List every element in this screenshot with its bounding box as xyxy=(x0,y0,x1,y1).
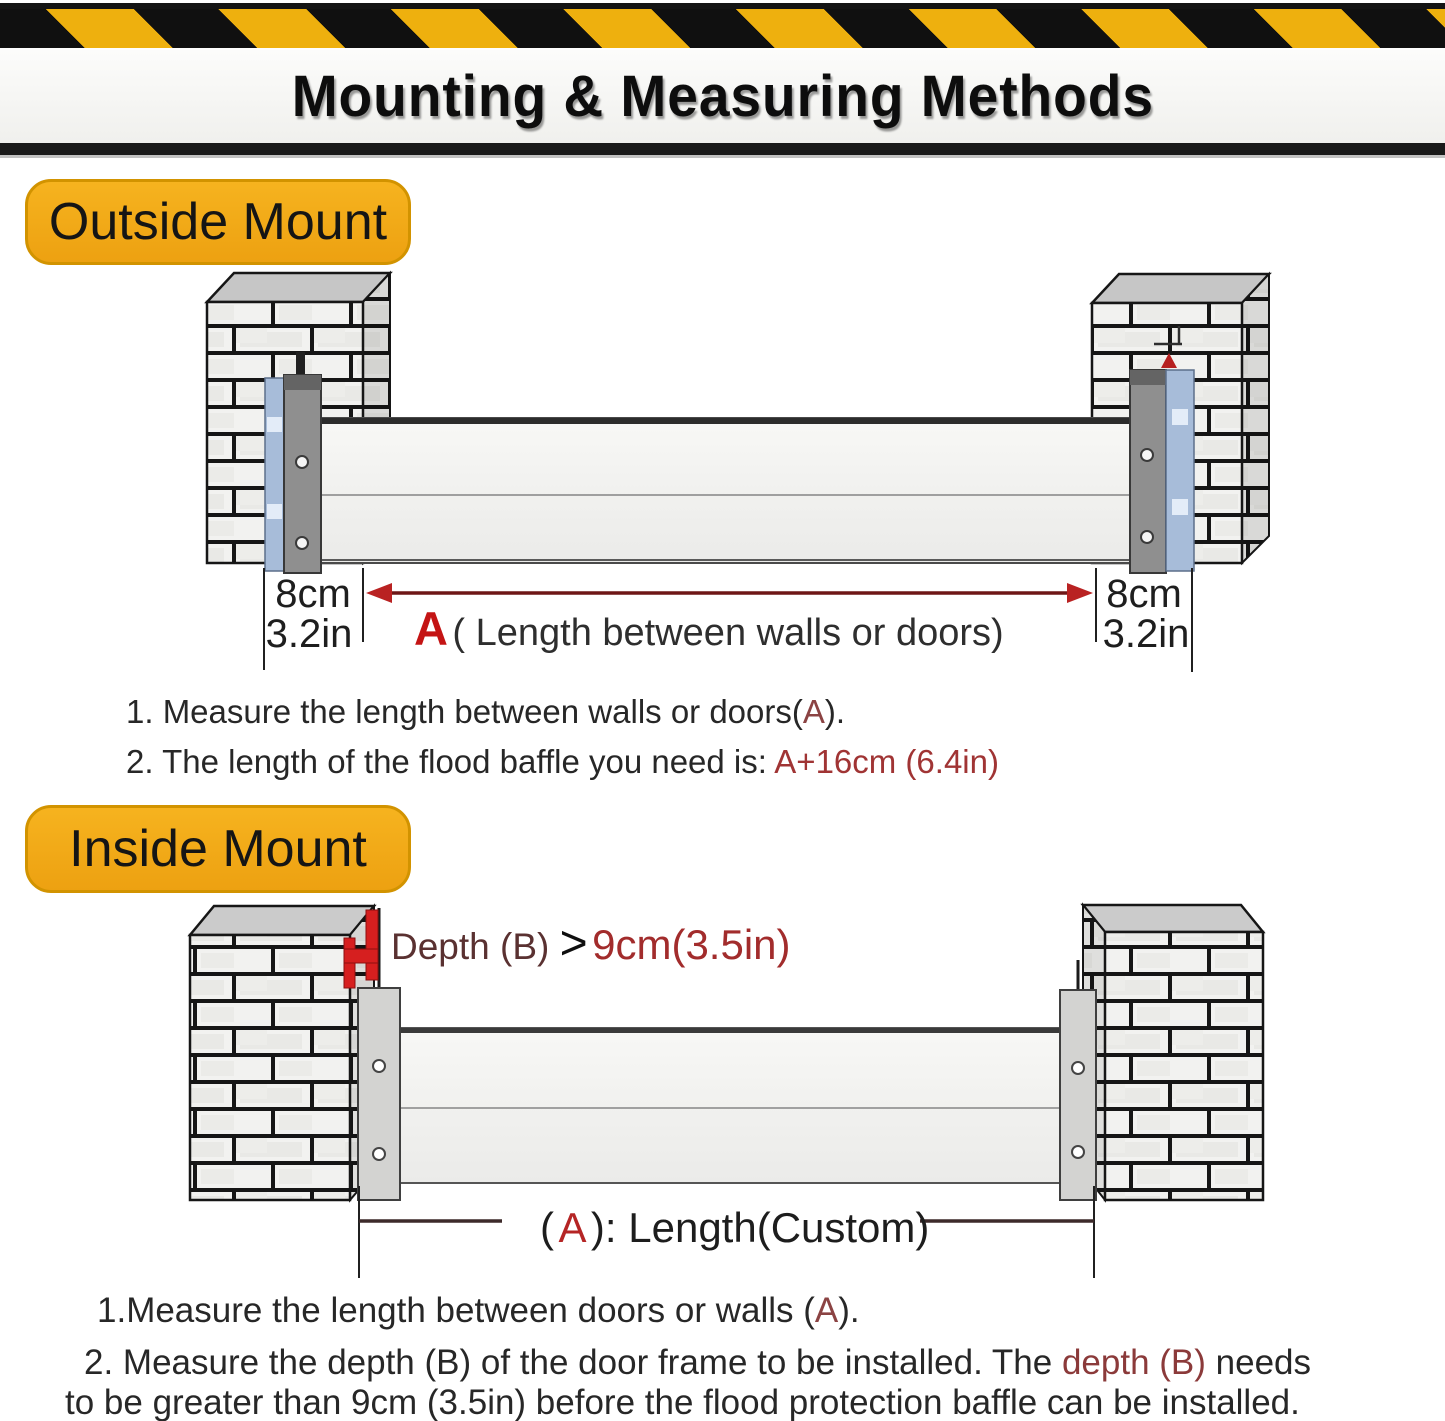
span-length-a: A xyxy=(414,602,448,655)
outside-step-2 xyxy=(126,743,999,781)
inside-step-2-line2 xyxy=(65,1383,1300,1421)
inside-step-2-mid: needs xyxy=(1205,1343,1312,1382)
outside-step-2-text: 2. The length of the flood baffle you need is: xyxy=(126,743,775,780)
right-offset-in-label: 3.2in xyxy=(1102,612,1190,656)
flood-barrier-panels-inside xyxy=(400,1028,1060,1183)
arrowhead-left-icon xyxy=(366,583,392,603)
custom-length-text: ): Length(Custom) xyxy=(590,1204,930,1251)
screw-hole xyxy=(296,456,308,468)
inside-step-1-end: ). xyxy=(838,1291,860,1330)
depth-label xyxy=(391,917,791,970)
outside-step-2-formula: A+16cm (6.4in) xyxy=(774,743,999,780)
outside-mount-badge-label: Outside Mount xyxy=(48,193,388,251)
page-title: Mounting & Measuring Methods xyxy=(291,64,1154,129)
inside-step-1-a: A xyxy=(814,1291,839,1330)
depth-value: 9cm(3.5in) xyxy=(592,921,791,968)
arrowhead-right-icon xyxy=(1067,583,1093,603)
mounting-channel-right xyxy=(1130,370,1166,573)
wall-gasket-left xyxy=(265,378,284,571)
screw-hole xyxy=(373,1148,385,1160)
custom-length-label xyxy=(540,1204,929,1251)
length-arrow xyxy=(366,583,1093,603)
screw-hole xyxy=(373,1060,385,1072)
inside-step-1-text: 1.Measure the length between doors or walls ( xyxy=(97,1291,815,1330)
inside-step-2-depth: depth (B) xyxy=(1061,1343,1206,1382)
outside-step-1-end: ). xyxy=(824,693,846,730)
span-length-text: ( Length between walls or doors) xyxy=(452,612,1004,654)
mounting-channel-left xyxy=(284,352,321,573)
custom-length-open: ( xyxy=(540,1204,554,1251)
inside-step-2-text: 2. Measure the depth (B) of the door frame to be installed. The xyxy=(84,1343,1062,1382)
inside-step-1 xyxy=(97,1291,860,1331)
wall-gasket-right xyxy=(1166,370,1194,571)
left-offset-in-label: 3.2in xyxy=(265,612,353,656)
inside-step-2-text-cont: to be greater than 9cm (3.5in) before the flood protection baffle can be installed. xyxy=(65,1383,1300,1421)
left-offset-cm-label: 8cm xyxy=(275,572,351,616)
inside-step-2-line1 xyxy=(84,1343,1311,1383)
inside-mount-badge-label: Inside Mount xyxy=(69,820,367,878)
depth-label-text: Depth (B) xyxy=(391,926,560,967)
flood-barrier-panels xyxy=(321,418,1130,563)
outside-step-1-a: A xyxy=(802,693,825,730)
mounting-channel-right-inside xyxy=(1060,960,1096,1200)
screw-hole xyxy=(1141,449,1153,461)
depth-gt-sign: > xyxy=(559,917,588,970)
screw-hole xyxy=(1072,1062,1084,1074)
outside-step-1 xyxy=(126,693,845,731)
brick-pillar-right-inside xyxy=(1083,905,1263,1200)
span-length-label xyxy=(414,602,1004,655)
inside-mount-diagram xyxy=(190,905,1263,1278)
screw-hole xyxy=(1072,1146,1084,1158)
screw-hole xyxy=(1141,531,1153,543)
right-offset-cm-label: 8cm xyxy=(1106,572,1182,616)
mounting-channel-left-inside xyxy=(358,988,400,1200)
outside-step-1-text: 1. Measure the length between walls or doors( xyxy=(126,693,803,730)
custom-length-a: A xyxy=(558,1204,587,1251)
screw-hole xyxy=(296,537,308,549)
outside-mount-diagram xyxy=(207,273,1269,672)
